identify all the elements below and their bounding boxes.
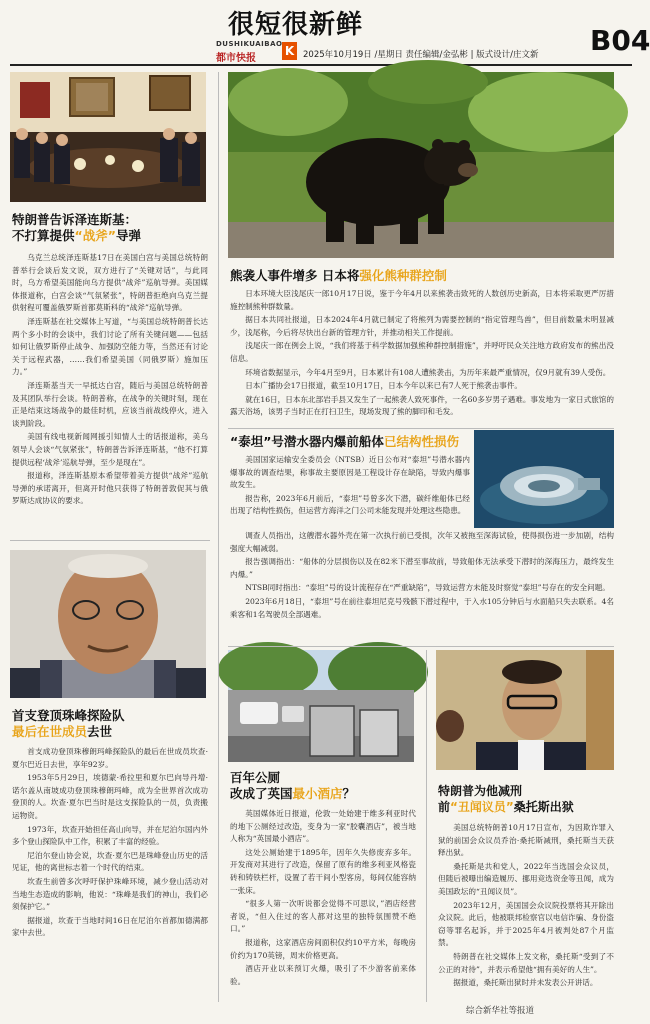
headline-titan: “泰坦”号潜水器内爆前船体已结构性损伤 [230,434,459,449]
masthead [0,0,650,66]
headline-santos [438,784,616,815]
paragraph: 泽连斯基在社交媒体上写道，“与美国总统特朗普长达两个多小时的会谈中，我们讨论了所有关键问题——包括如何让俄罗斯停止战争、加强防空能力等，当然还有讨论关于远程武器，……我们希望美国（同俄罗斯）施加压力。” [12,316,208,377]
section-title: 很短很新鲜 [228,10,364,40]
article-body-titan-upper [230,454,470,530]
paragraph: 据报道，坎查于当地时间16日在尼泊尔首都加德满都家中去世。 [12,915,208,938]
sherpa-portrait-photo [10,550,206,698]
headline-trump-zelensky [12,212,208,245]
headline-line-1: 百年公厕 [230,770,281,785]
column-divider [218,72,219,1002]
paragraph: 1973年，坎查开始担任高山向导，并在尼泊尔国内外多个登山探险队中工作，积累了丰富的经验。 [12,824,208,847]
paragraph: 调查人员指出，这艘潜水器外壳在第一次执行前已受损，次年又被拖至深海试验，使得损伤进一步加剧，结构强度大幅减弱。 [230,531,614,553]
paragraph: 据报道，桑托斯出狱时并未发表公开讲话。 [453,978,598,988]
paragraph: 乌克兰总统泽连斯基17日在美国白宫与美国总统特朗普举行会谈后发文说，双方进行了“关键对话”，与此同时，乌方希望美国能向乌方提供“战斧”巡航导弹。美国媒体报道称，白宫会谈“气氛紧张”，特朗普拒绝向乌克兰提供射程可覆盖俄罗斯首都莫斯科的“战斧”巡航导弹。 [12,253,208,313]
headline-line-1: 首支登顶珠峰探险队 [12,708,125,723]
paragraph: 2023年12月，美国国会众议院投票将其开除出众议院。此后，他被联邦检察官以电信诈骗、身份盗窃等罪名起诉，并于2025年4月被判处87个月监禁。 [438,900,614,948]
meeting-photo [10,72,206,202]
headline-line-1: 特朗普为他减刑 [438,784,523,798]
paragraph: 美国有线电视新闻网援引知情人士的话报道称，美乌领导人会谈“气氛紧张”，特朗普告诉泽连斯基，“他不打算提供远程‘战斧’巡航导弹，至少是现在”。 [12,432,208,467]
paragraph: 美国国家运输安全委员会（NTSB）近日公布对“泰坦”号潜水器内爆事故的调查结果，称事故主要原因是工程设计存在缺陷，导致内爆事故发生。 [230,455,470,490]
article-body-titan-lower [230,530,614,644]
page-code: B04 [590,24,650,57]
paper-name: 都市快报 [216,53,256,64]
paragraph: 这处公厕始建于1895年，因年久失修废弃多年。开发商对其进行了改造，保留了原有的维多利亚风格瓷砖和铸铁栏杆，设置了若干间小型客房，每间仅能容纳一张床。 [230,847,416,895]
paragraph: 2023年6月18日，“泰坦”号在前往泰坦尼克号残骸下潜过程中，于入水105分钟后与水面船只失去联系。4名乘客和1名驾驶员全部遇难。 [230,596,614,619]
headline-bears: 熊袭人事件增多 日本将强化熊种群控制 [230,268,447,283]
paper-pinyin: DUSHIKUAIBAO [216,40,283,48]
headline-line-2: 最后在世成员去世 [12,724,113,740]
section-divider [10,540,210,541]
article-body-hotel [230,808,416,1004]
section-divider [228,646,614,647]
section-divider [228,428,614,429]
paragraph: 就在16日，日本东北部岩手县又发生了一起熊袭人致死事件，一名60多岁男子遇难。事发地为一家日式旅馆的露天浴场，该男子当时正在打扫卫生，现场发现了熊的脚印和毛发。 [230,394,614,417]
paragraph: 首支成功登顶珠穆朗玛峰探险队的最后在世成员坎查·夏尔巴近日去世，享年92岁。 [12,747,208,769]
article-body-santos [438,822,614,1002]
paragraph: 英国媒体近日报道，伦敦一处始建于维多利亚时代的地下公厕经过改造，变身为一家“胶囊酒店”，被当地人称为“英国最小酒店”。 [230,809,416,844]
paragraph: 1953年5月29日，埃德蒙·希拉里和夏尔巴向导丹增·诺尔盖从南坡成功登顶珠穆朗玛峰，成为全世界首次成功登顶的人。坎查·夏尔巴当时是这支探险队的一员，负责搬运物资。 [12,773,208,820]
paragraph: 浅尾庆一郎在例会上说，“我们将基于科学数据加强熊种群控制措施”，并呼吁民众关注地方政府发布的熊出没信息。 [230,341,614,363]
paragraph: 泽连斯基当天一早抵达白宫，随后与美国总统特朗普及其团队举行会谈。特朗普称，在战争的关键时刻，现在正是结束这场战争的最佳时机，应该当前战线停火，进入谈判阶段。 [12,380,208,428]
footer-credit: 综合新华社等报道 [466,1006,535,1016]
headline-everest [12,708,208,741]
london-street-photo [228,650,414,762]
paragraph: “很多人第一次听说都会觉得不可思议，”酒店经营者说，“但入住过的客人都对这里的独特氛围赞不绝口。” [230,899,416,934]
headline-line-2: 改成了英国最小酒店？ [230,786,356,802]
paragraph: 日本环境大臣浅尾庆一郎10月17日说，鉴于今年4月以来熊袭击致死的人数创历史新高，日本将采取更严厉措施控制熊种群数量。 [230,289,614,311]
issue-info: 2025年10月19日 /星期日 责任编辑/金弘彬 | 版式设计/庄文新 [303,50,539,60]
headline-line-1: 特朗普告诉泽连斯基： [12,212,138,227]
santos-portrait-photo [436,650,614,770]
paragraph: 环境省数据显示，今年4月至9月，日本累计有108人遭熊袭击，为历年来最严重情况，仅9月就有39人受伤。 [245,367,611,377]
paragraph: 美国总统特朗普10月17日宣布，为因欺诈罪入狱的前国会众议员乔治·桑托斯减刑，桑托斯当天获释出狱。 [438,823,614,858]
titan-wreckage-photo [474,430,614,528]
paragraph: 据日本共同社报道，日本2024年4月就已制定了将熊列为需要控制的“指定管理鸟兽”，但目前数量未明显减少，浅尾称，今后将尽快出台新的管理方针，并推动相关工作提前。 [230,315,614,337]
headline-hotel [230,770,416,803]
column-divider [426,650,427,1002]
paragraph: 报道称，泽连斯基原本希望带着美方提供“战斧”巡航导弹的承诺离开，但离开时他只获得了特朗普敦促其与俄罗斯达成协议的要求。 [12,471,208,506]
headline-line-2: 不打算提供“战斧”导弹 [12,228,141,244]
paper-logo-icon: K [282,42,297,60]
masthead-rule [10,64,632,66]
article-body-bears [230,288,614,426]
paragraph: 特朗普在社交媒体上发文称，桑托斯“受到了不公正的对待”，并表示希望他“拥有美好的人生”。 [438,951,614,974]
bear-photo [228,72,614,258]
paragraph: 报告称，2023年6月前后，“泰坦”号曾多次下潜，碳纤维船体已经出现了结构性损伤，但运营方海洋之门公司未能发现并处理这些隐患。 [230,493,470,516]
paragraph: NTSB同时指出：“泰坦”号的设计流程存在“严重缺陷”，导致运营方未能及时察觉“泰坦”号存在的安全问题。 [245,583,610,593]
paragraph: 报告强调指出：“船体的分层损伤以及在82米下潜至事故前，导致船体无法承受下潜时的深海压力，最终发生内爆。” [230,557,614,579]
paragraph: 桑托斯是共和党人，2022年当选国会众议员，但随后被曝出编造履历、挪用竞选资金等丑闻，成为美国政坛的“丑闻议员”。 [438,861,614,896]
paragraph: 坎查生前曾多次呼吁保护珠峰环境，减少登山活动对当地生态造成的影响，他说：“珠峰是我们的神山，我们必须保护它。” [12,876,208,912]
headline-line-2: 前“丑闻议员”桑托斯出狱 [438,799,574,814]
paragraph: 日本广播协会17日报道，截至10月17日，日本今年以来已有7人死于熊袭击事件。 [245,381,523,391]
article-body-trump-zelensky [12,252,208,530]
article-body-everest [12,746,208,1000]
paragraph: 酒店开业以来预订火爆，吸引了不少游客前来体验。 [230,964,416,986]
paragraph: 报道称，这家酒店房间面积仅约10平方米，每晚房价约为170英镑，周末价格更高。 [230,937,416,960]
paragraph: 尼泊尔登山协会说，坎查·夏尔巴是珠峰登山历史的活见证，他的离世标志着一个时代的结束。 [12,850,208,873]
